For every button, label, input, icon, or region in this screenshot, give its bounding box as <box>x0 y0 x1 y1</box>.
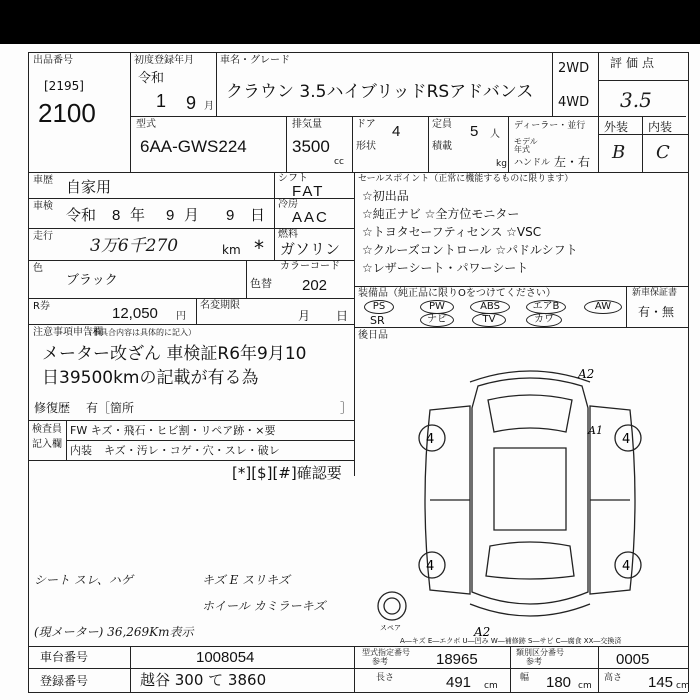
registration-month: 9 <box>186 93 197 113</box>
model-name-label: 車名・グレード <box>220 55 290 66</box>
rule-left <box>28 52 29 692</box>
warranty-value: 有・無 <box>638 305 675 319</box>
car-rear-window <box>486 542 574 579</box>
rule-col-dealer <box>508 116 509 172</box>
color-value: ブラック <box>66 273 118 288</box>
handle-value: 左・右 <box>554 155 591 169</box>
rule-rear <box>354 327 688 328</box>
rear-seat-label: 後日品 <box>358 330 388 341</box>
car-front-bumper <box>470 371 590 382</box>
handwritten-right-1: キズ E スリキズ <box>202 573 290 587</box>
confirm-required: [*][$][#]確認要 <box>232 464 342 482</box>
fuel-label: 燃料 <box>278 229 298 240</box>
rule-equipment <box>354 286 688 287</box>
height-unit: cm <box>676 681 690 691</box>
deadline-month: 月 <box>298 309 311 323</box>
model-code-value: 6AA-GWS224 <box>140 137 247 156</box>
notes-sub: （不具合内容は具体的に記入） <box>84 328 196 337</box>
registration-month-unit: 月 <box>204 101 214 112</box>
inspection-era: 令和 <box>66 206 97 224</box>
recycle-unit: 円 <box>176 311 186 322</box>
rule-grade-split <box>642 116 643 172</box>
rule-col-lot <box>130 52 131 172</box>
rule-col-shift <box>274 172 275 260</box>
aircon-label: 冷房 <box>278 199 298 210</box>
wheel-rr-label: 4 <box>622 559 631 574</box>
recycle-label: R券 <box>33 301 50 312</box>
inspector-label-1: 検査員 <box>32 424 62 435</box>
car-roof <box>494 448 566 530</box>
equipment-pw: PW <box>420 300 454 314</box>
inspection-month-unit: 月 <box>184 206 200 224</box>
lot-code: [2195] <box>44 79 84 93</box>
capacity-label: 定員 <box>432 119 452 130</box>
selling-points-list <box>362 190 578 274</box>
handwritten-right-2: ホイール カミラーキズ <box>202 599 326 613</box>
inspector-row2-label: 内装 <box>70 444 92 457</box>
displacement-label: 排気量 <box>292 119 322 130</box>
deadline-day: 日 <box>336 309 349 323</box>
car-body-outline <box>472 378 588 604</box>
equipment-abs: ABS <box>470 300 510 314</box>
doors-label: ドア <box>356 119 376 130</box>
color-change-label: 色替 <box>250 277 272 290</box>
mileage-unit: km <box>222 243 241 257</box>
handwritten-left-1: シート スレ、ハゲ <box>34 573 133 587</box>
equipment-leather: カワ <box>526 313 562 327</box>
selling-point-3: ☆トヨタセーフティセンス ☆VSC <box>362 225 542 239</box>
mileage-value: 3万6千270 <box>90 236 179 256</box>
equipment-tv: TV <box>472 313 506 327</box>
inspection-year: 8 <box>112 207 121 224</box>
height-value: 145 <box>648 674 674 691</box>
color-label: 色 <box>33 263 43 274</box>
repair-bracket: ］ <box>340 401 353 415</box>
length-unit: cm <box>484 681 498 691</box>
rule-notes <box>28 324 354 325</box>
rule-col-footer4 <box>598 646 599 692</box>
category-label: 類別区分番号 <box>516 648 564 657</box>
mileage-mark: * <box>254 236 264 260</box>
selling-points-title: セールスポイント（正常に機能するものに限ります） <box>358 174 574 184</box>
rule-top <box>28 52 688 53</box>
rule-footer-top <box>28 646 688 647</box>
rule-col-doors <box>352 116 353 172</box>
color-code: 202 <box>302 277 328 294</box>
model-year-label: モデル 年式 <box>514 137 538 154</box>
plate-value: 越谷 300 て 3860 <box>140 671 267 689</box>
rule-col-drive <box>552 52 553 116</box>
category-value: 0005 <box>616 651 650 668</box>
fuel-value: ガソリン <box>280 240 341 258</box>
selling-point-5: ☆レザーシート・パワーシート <box>362 261 529 275</box>
top-black-bar <box>0 0 700 44</box>
inspection-year-unit: 年 <box>130 206 146 224</box>
rule-inspection <box>28 228 354 229</box>
rule-col-reg <box>216 52 217 116</box>
rule-col-warranty <box>626 286 627 327</box>
spare-wheel-inner <box>384 598 400 614</box>
model-name-value: クラウン 3.5ハイブリッドRSアドバンス <box>226 82 534 102</box>
lot-number: 2100 <box>38 98 96 128</box>
equipment-ps: PS <box>364 300 394 314</box>
equipment-aw: AW <box>584 300 622 314</box>
handwritten-left-2: (現メーター) 36,269Km表示 <box>34 625 194 639</box>
capacity-value: 5 <box>470 123 479 140</box>
inspector-row1: FW キズ・飛石・ヒビ割・リペア跡・×要 <box>70 424 276 437</box>
width-unit: cm <box>578 681 592 691</box>
doors-value: 4 <box>392 123 401 140</box>
deadline-label: 名変期限 <box>200 300 240 311</box>
inspector-label-2: 記入欄 <box>32 439 62 450</box>
inspection-day-unit: 日 <box>250 206 266 224</box>
notes-line1: メーター改ざん 車検証R6年9月10 <box>42 344 307 364</box>
rule-col-footer3 <box>510 646 511 692</box>
rule-inspector-mid <box>66 440 354 441</box>
designation-value: 18965 <box>436 651 478 668</box>
rule-col-footer2 <box>354 646 355 692</box>
mileage-label: 走行 <box>33 231 53 242</box>
equipment-airbag: エアB <box>526 300 566 314</box>
length-value: 491 <box>446 674 472 691</box>
diagram-legend: A―キズ E―エクボ U―凹み W―補修跡 S―サビ C―腐食 XX―交換済 <box>400 637 622 645</box>
selling-point-4: ☆クルーズコントロール ☆パドルシフト <box>362 243 578 257</box>
rule-color <box>28 298 354 299</box>
wheel-fr-label: 4 <box>622 432 631 447</box>
warranty-label: 新車保証書 <box>632 288 678 298</box>
height-label: 高さ <box>604 673 623 683</box>
registration-year: 1 <box>156 91 167 111</box>
grade-value: 3.5 <box>620 88 652 112</box>
wheel-fl-label: 4 <box>426 432 435 447</box>
registration-era: 令和 <box>138 71 165 86</box>
repair-value: 有［箇所 <box>86 401 135 415</box>
grade-interior-label: 内装 <box>648 120 673 134</box>
grade-exterior: B <box>612 142 626 163</box>
length-label: 長さ <box>376 673 395 683</box>
rule-row2 <box>130 116 686 117</box>
equipment-title: 装備品（純正品に限りOをつけてください） <box>358 288 556 299</box>
chassis-label: 車台番号 <box>40 650 89 664</box>
chassis-value: 1008054 <box>196 649 255 666</box>
selling-point-1: ☆初出品 <box>362 189 409 203</box>
recycle-value: 12,050 <box>112 305 158 322</box>
rule-inspector <box>28 420 354 421</box>
spare-wheel <box>378 592 406 620</box>
spare-label: スペア <box>380 624 401 632</box>
selling-point-2: ☆純正ナビ ☆全方位モニター <box>362 207 520 221</box>
plate-label: 登録番号 <box>40 674 89 688</box>
car-windshield <box>488 395 572 432</box>
history-value: 自家用 <box>66 178 112 196</box>
designation-label: 型式指定番号 <box>362 648 410 657</box>
rule-col-capacity <box>428 116 429 172</box>
aircon-value: AAC <box>292 209 329 226</box>
rule-row3 <box>28 172 688 173</box>
rule-grade-sub <box>598 134 688 135</box>
rule-col-color <box>246 260 247 298</box>
model-code-label: 型式 <box>136 119 156 130</box>
wheel-rl-label: 4 <box>426 559 435 574</box>
shift-value: FAT <box>292 183 325 200</box>
inspection-month: 9 <box>166 207 175 224</box>
rule-grade-mid <box>598 80 688 81</box>
load-label: 積載 <box>432 141 452 152</box>
grade-exterior-label: 外装 <box>604 120 629 134</box>
repair-label: 修復歴 <box>34 401 71 415</box>
grade-label: 評価点 <box>610 56 659 70</box>
rule-col-grade <box>598 52 599 172</box>
car-damage-diagram <box>370 360 690 642</box>
grade-interior: C <box>656 142 670 163</box>
drive-4wd: 4WD <box>558 95 590 110</box>
shape-label: 形状 <box>356 141 376 152</box>
category-sub: 参考 <box>526 657 542 666</box>
handle-label: ハンドル <box>514 158 551 168</box>
inspection-label: 車検 <box>33 201 53 212</box>
rule-col-displacement <box>286 116 287 172</box>
registration-label: 初度登録年月 <box>134 55 194 66</box>
designation-sub: 参考 <box>372 657 388 666</box>
capacity-unit: 人 <box>490 129 500 140</box>
shift-label: シフト <box>278 173 308 184</box>
rule-footer-bottom <box>28 692 688 693</box>
rule-footer-mid <box>28 668 688 669</box>
rule-inspector-bottom <box>28 460 354 461</box>
rule-col-recycle <box>196 298 197 324</box>
displacement-value: 3500 <box>292 137 330 156</box>
damage-right: A1 <box>588 424 603 437</box>
equipment-sr: SR <box>370 314 385 327</box>
dealer-label: ディーラー・並行 <box>514 121 586 131</box>
damage-bottom: A2 <box>474 625 491 639</box>
notes-line2: 日39500kmの記載が有る為 <box>42 368 259 388</box>
equipment-navi: ナビ <box>420 313 454 327</box>
displacement-unit: cc <box>334 157 344 167</box>
damage-top: A2 <box>578 367 595 381</box>
color-code-label: カラーコード <box>280 261 340 272</box>
width-label: 幅 <box>520 673 530 683</box>
inspection-day: 9 <box>226 207 235 224</box>
drive-2wd: 2WD <box>558 61 590 76</box>
notes-label: 注意事項申告欄 <box>33 327 103 338</box>
rule-col-footer1 <box>130 646 131 692</box>
width-value: 180 <box>546 674 572 691</box>
lot-label: 出品番号 <box>33 55 73 66</box>
rule-col-middle <box>354 172 355 476</box>
inspector-row2: キズ・汚レ・コゲ・穴・スレ・破レ <box>104 444 280 457</box>
load-unit: kg <box>496 159 507 169</box>
history-label: 車歴 <box>33 175 53 186</box>
car-rear-bumper <box>470 604 590 616</box>
